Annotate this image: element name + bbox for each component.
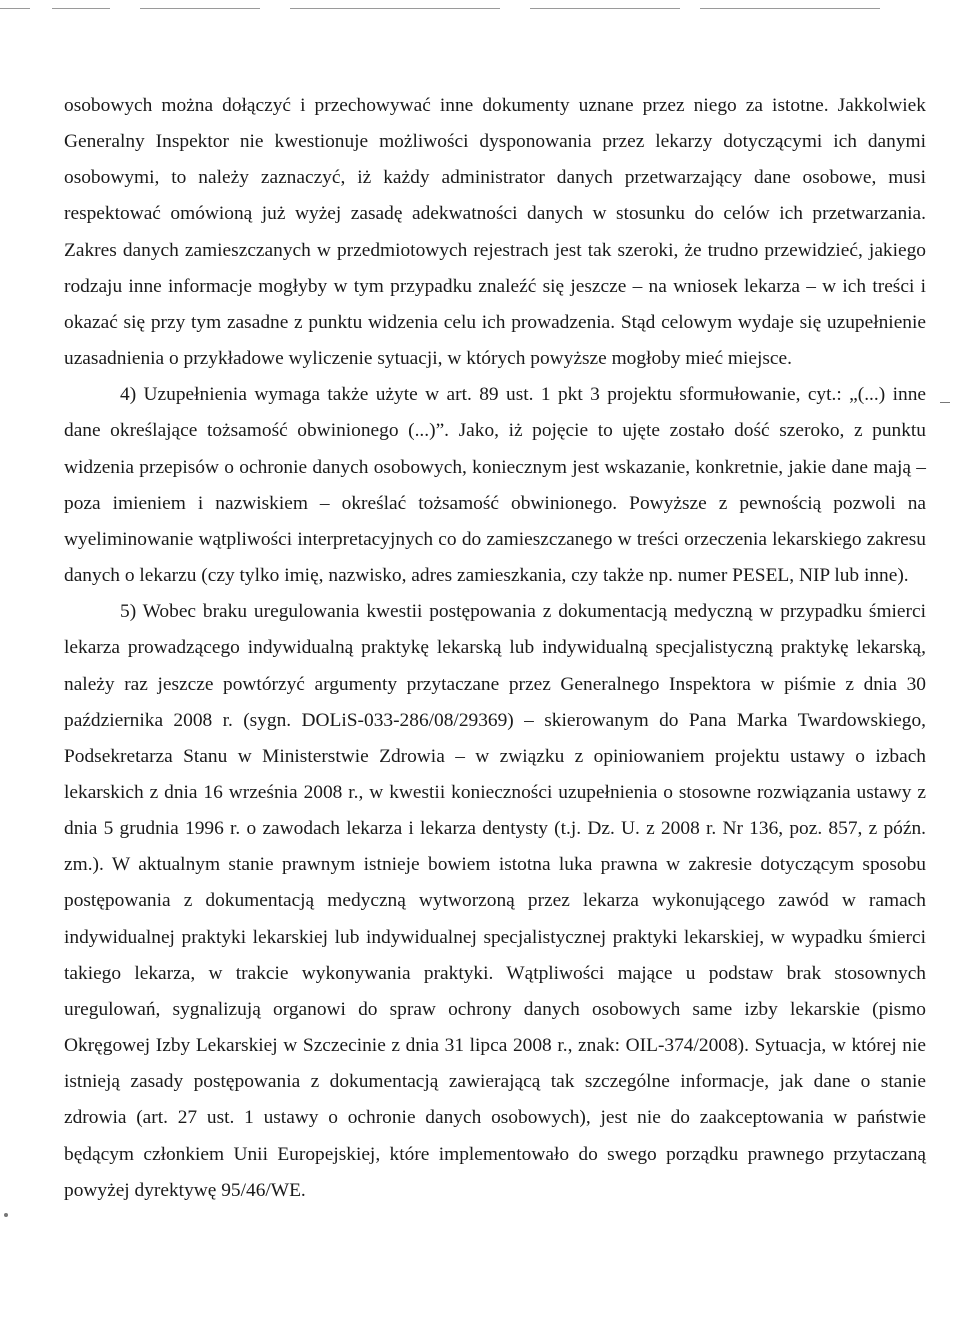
paragraph-rejestry: osobowych można dołączyć i przechowywać inne dokumenty uznane przez niego za istotne. Jakkolwiek Generalny Inspektor nie kwestionuje możliwości dysponowania przez lekarzy dotyczącymi ich danymi osobowymi, to należy zaznaczyć, iż każdy administrator danych przetwarzający dane osobowe, musi respektować omówioną już wyżej zasadę adekwatności danych w stosunku do celów ich przetwarzania. Zakres danych zamieszczanych w przedmiotowych rejestrach jest tak szeroki, że trudno przewidzieć, jakiego rodzaju inne informacje mogłyby w tym przypadku znaleźć się jeszcze – na wniosek lekarza – w ich treści i okazać się przy tym zasadne z punktu widzenia celu ich prowadzenia. Stąd celowym wydaje się uzupełnienie uzasadnienia o przykładowe wyliczenie sytuacji, w których powyższe mogłoby mieć miejsce. <box>64 95 926 370</box>
scan-artifact-line <box>290 8 500 9</box>
margin-mark <box>4 1213 8 1217</box>
scan-artifact-line <box>530 8 680 9</box>
document-page <box>64 88 926 1209</box>
scan-artifact-line <box>140 8 260 9</box>
scan-artifact-line <box>0 8 30 9</box>
scan-artifact-line <box>700 8 880 9</box>
paragraph-point-4: 4) Uzupełnienia wymaga także użyte w art. 89 ust. 1 pkt 3 projektu sformułowanie, cyt.: „(...) inne dane określające tożsamość obwinionego (...)”. Jako, iż pojęcie to ujęte zostało dość szeroko, z punktu widzenia przepisów o ochronie danych osobowych, koniecznym jest wskazanie, konkretnie, jakie dane mają – poza imieniem i nazwiskiem – określać tożsamość obwinionego. Powyższe z pewnością pozwoli na wyeliminowanie wątpliwości interpretacyjnych co do zamieszczanego w treści orzeczenia lekarskiego zakresu danych o lekarzu (czy tylko imię, nazwisko, adres zamieszkania, czy także np. numer PESEL, NIP lub inne). <box>64 384 926 587</box>
margin-mark <box>940 402 950 403</box>
paragraph-point-5: 5) Wobec braku uregulowania kwestii postępowania z dokumentacją medyczną w przypadku śmierci lekarza prowadzącego indywidualną praktykę lekarską lub indywidualną specjalistyczną praktykę lekarską, należy raz jeszcze powtórzyć argumenty przytaczane przez Generalnego Inspektora w piśmie z dnia 30 października 2008 r. (sygn. DOLiS-033-286/08/29369) – skierowanym do Pana Marka Twardowskiego, Podsekretarza Stanu w Ministerstwie Zdrowia – w związku z opiniowaniem projektu ustawy o izbach lekarskich z dnia 16 września 2008 r., w kwestii konieczności uzupełnienia o stosowne rozwiązania ustawy z dnia 5 grudnia 1996 r. o zawodach lekarza i lekarza dentysty (t.j. Dz. U. z 2008 r. Nr 136, poz. 857, z późn. zm.). W aktualnym stanie prawnym istnieje bowiem istotna luka prawna w zakresie dotyczącym sposobu postępowania z dokumentacją medyczną wytworzoną przez lekarza wykonującego zawód w ramach indywidualnej praktyki lekarskiej lub indywidualnej specjalistycznej praktyki lekarskiej, w wypadku śmierci takiego lekarza, w trakcie wykonywania praktyki. Wątpliwości mające u podstaw brak stosownych uregulowań, sygnalizują organowi do spraw ochrony danych osobowych same izby lekarskie (pismo Okręgowej Izby Lekarskiej w Szczecinie z dnia 31 lipca 2008 r., znak: OIL-374/2008). Sytuacja, w której nie istnieją zasady postępowania z dokumentacją zawierającą tak szczególne informacje, jak dane o stanie zdrowia (art. 27 ust. 1 ustawy o ochronie danych osobowych), jest nie do zaakceptowania w państwie będącym członkiem Unii Europejskiej, które implementowało do swego porządku prawnego przytaczaną powyżej dyrektywę 95/46/WE. <box>64 601 926 1201</box>
scan-artifact-line <box>52 8 110 9</box>
